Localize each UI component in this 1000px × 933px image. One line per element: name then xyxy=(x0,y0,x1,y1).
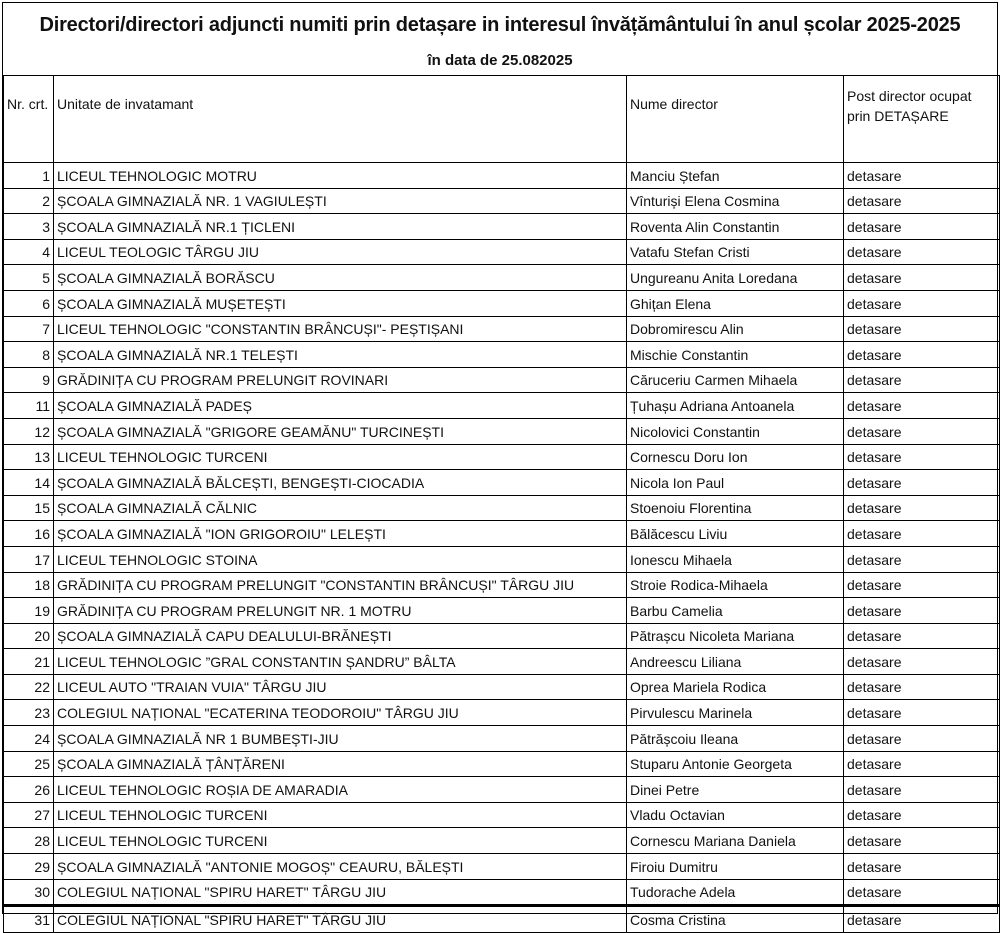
cell-unit: LICEUL TEHNOLOGIC TURCENI xyxy=(54,444,627,470)
cell-unit: ȘCOALA GIMNAZIALĂ MUȘETEȘTI xyxy=(54,290,627,316)
cell-nr: 27 xyxy=(4,802,54,828)
table-row xyxy=(4,444,1000,470)
cell-post: detasare xyxy=(844,214,1000,240)
cell-director: Manciu Ștefan xyxy=(627,163,844,189)
cell-nr: 26 xyxy=(4,777,54,803)
table-row xyxy=(4,906,1000,933)
cell-unit: ȘCOALA GIMNAZIALĂ ȚÂNȚĂRENI xyxy=(54,751,627,777)
header-nr: Nr. crt. xyxy=(4,76,54,163)
table-row xyxy=(4,674,1000,700)
cell-unit: LICEUL TEHNOLOGIC ROȘIA DE AMARADIA xyxy=(54,777,627,803)
cell-director: Roventa Alin Constantin xyxy=(627,214,844,240)
table-row xyxy=(4,239,1000,265)
cell-post: detasare xyxy=(844,265,1000,291)
header-post: Post director ocupat prin DETAȘARE xyxy=(844,76,1000,163)
cell-post: detasare xyxy=(844,367,1000,393)
cell-director: Bălăcescu Liviu xyxy=(627,521,844,547)
cell-unit: ȘCOALA GIMNAZIALĂ "ION GRIGOROIU" LELEȘTI xyxy=(54,521,627,547)
cell-post: detasare xyxy=(844,623,1000,649)
cell-post: detasare xyxy=(844,163,1000,189)
cell-unit: GRĂDINIȚA CU PROGRAM PRELUNGIT ROVINARI xyxy=(54,367,627,393)
cell-director: Oprea Mariela Rodica xyxy=(627,674,844,700)
cell-director: Stroie Rodica-Mihaela xyxy=(627,572,844,598)
document-title: Directori/directori adjuncti numiti prin detașare in interesul învățământului în anul școlar 2025-2025 xyxy=(39,14,961,36)
cell-director: Ghițan Elena xyxy=(627,290,844,316)
cell-director: Vatafu Stefan Cristi xyxy=(627,239,844,265)
table-row xyxy=(4,521,1000,547)
cell-unit: LICEUL TEHNOLOGIC STOINA xyxy=(54,546,627,572)
cell-director: Stuparu Antonie Georgeta xyxy=(627,751,844,777)
cell-director: Dobromirescu Alin xyxy=(627,316,844,342)
cell-director: Dinei Petre xyxy=(627,777,844,803)
cell-nr: 29 xyxy=(4,854,54,880)
cell-post: detasare xyxy=(844,906,1000,933)
cell-post: detasare xyxy=(844,418,1000,444)
table-row xyxy=(4,623,1000,649)
cell-nr: 13 xyxy=(4,444,54,470)
cell-unit: ȘCOALA GIMNAZIALĂ NR.1 TELEȘTI xyxy=(54,342,627,368)
table-row xyxy=(4,470,1000,496)
cell-director: Vladu Octavian xyxy=(627,802,844,828)
cell-nr: 20 xyxy=(4,623,54,649)
cell-post: detasare xyxy=(844,726,1000,752)
cell-unit: ȘCOALA GIMNAZIALĂ NR 1 BUMBEȘTI-JIU xyxy=(54,726,627,752)
table-row xyxy=(4,828,1000,854)
cell-director: Stoenoiu Florentina xyxy=(627,495,844,521)
cell-nr: 19 xyxy=(4,598,54,624)
table-row xyxy=(4,495,1000,521)
table-row xyxy=(4,777,1000,803)
table-row xyxy=(4,726,1000,752)
cell-post: detasare xyxy=(844,802,1000,828)
cell-director: Țuhașu Adriana Antoanela xyxy=(627,393,844,419)
cell-director: Mischie Constantin xyxy=(627,342,844,368)
cell-unit: LICEUL TEHNOLOGIC TURCENI xyxy=(54,802,627,828)
cell-unit: LICEUL TEOLOGIC TÂRGU JIU xyxy=(54,239,627,265)
cell-post: detasare xyxy=(844,572,1000,598)
cell-unit: ȘCOALA GIMNAZIALĂ NR. 1 VAGIULEȘTI xyxy=(54,188,627,214)
cell-director: Andreescu Liliana xyxy=(627,649,844,675)
cell-unit: COLEGIUL NAȚIONAL "ECATERINA TEODOROIU" TÂRGU JIU xyxy=(54,700,627,726)
cell-unit: ȘCOALA GIMNAZIALĂ PADEȘ xyxy=(54,393,627,419)
cell-nr: 21 xyxy=(4,649,54,675)
cell-post: detasare xyxy=(844,598,1000,624)
cell-nr: 28 xyxy=(4,828,54,854)
cell-nr: 5 xyxy=(4,265,54,291)
cell-nr: 22 xyxy=(4,674,54,700)
table-row xyxy=(4,751,1000,777)
cell-post: detasare xyxy=(844,674,1000,700)
cell-director: Cornescu Mariana Daniela xyxy=(627,828,844,854)
cell-nr: 30 xyxy=(4,879,54,906)
cell-post: detasare xyxy=(844,649,1000,675)
table-row xyxy=(4,418,1000,444)
cell-unit: LICEUL TEHNOLOGIC MOTRU xyxy=(54,163,627,189)
document-subtitle: în data de 25.082025 xyxy=(427,52,573,69)
table-row xyxy=(4,316,1000,342)
cell-unit: LICEUL TEHNOLOGIC "CONSTANTIN BRÂNCUȘI"- PEȘTIȘANI xyxy=(54,316,627,342)
cell-unit: ȘCOALA GIMNAZIALĂ CĂLNIC xyxy=(54,495,627,521)
cell-director: Vînturiși Elena Cosmina xyxy=(627,188,844,214)
table-row xyxy=(4,598,1000,624)
cell-post: detasare xyxy=(844,777,1000,803)
cell-director: Barbu Camelia xyxy=(627,598,844,624)
table-row xyxy=(4,393,1000,419)
cell-post: detasare xyxy=(844,470,1000,496)
cell-post: detasare xyxy=(844,316,1000,342)
cell-nr: 17 xyxy=(4,546,54,572)
table-row xyxy=(4,214,1000,240)
cell-nr: 7 xyxy=(4,316,54,342)
cell-director: Pirvulescu Marinela xyxy=(627,700,844,726)
cell-nr: 6 xyxy=(4,290,54,316)
cell-unit: ȘCOALA GIMNAZIALĂ "GRIGORE GEAMĂNU" TURCINEȘTI xyxy=(54,418,627,444)
cell-post: detasare xyxy=(844,239,1000,265)
cell-nr: 18 xyxy=(4,572,54,598)
cell-director: Cornescu Doru Ion xyxy=(627,444,844,470)
table-row xyxy=(4,188,1000,214)
cell-director: Tudorache Adela xyxy=(627,879,844,906)
table-header-row xyxy=(4,76,1000,163)
cell-nr: 31 xyxy=(4,906,54,933)
cell-director: Nicolovici Constantin xyxy=(627,418,844,444)
table-row xyxy=(4,802,1000,828)
cell-post: detasare xyxy=(844,444,1000,470)
cell-director: Nicola Ion Paul xyxy=(627,470,844,496)
cell-unit: LICEUL TEHNOLOGIC TURCENI xyxy=(54,828,627,854)
cell-post: detasare xyxy=(844,495,1000,521)
cell-unit: GRĂDINIȚA CU PROGRAM PRELUNGIT "CONSTANTIN BRÂNCUȘI" TÂRGU JIU xyxy=(54,572,627,598)
cell-post: detasare xyxy=(844,188,1000,214)
table-row xyxy=(4,649,1000,675)
cell-nr: 3 xyxy=(4,214,54,240)
cell-post: detasare xyxy=(844,393,1000,419)
cell-nr: 4 xyxy=(4,239,54,265)
table-row xyxy=(4,572,1000,598)
cell-post: detasare xyxy=(844,879,1000,906)
directors-table xyxy=(3,75,1000,933)
cell-nr: 12 xyxy=(4,418,54,444)
cell-nr: 9 xyxy=(4,367,54,393)
cell-director: Cosma Cristina xyxy=(627,906,844,933)
cell-post: detasare xyxy=(844,546,1000,572)
table-row xyxy=(4,367,1000,393)
cell-unit: ȘCOALA GIMNAZIALĂ CAPU DEALULUI-BRĂNEȘTI xyxy=(54,623,627,649)
cell-director: Pătrășcoiu Ileana xyxy=(627,726,844,752)
table-row xyxy=(4,342,1000,368)
cell-post: detasare xyxy=(844,342,1000,368)
cell-nr: 2 xyxy=(4,188,54,214)
table-row xyxy=(4,265,1000,291)
cell-post: detasare xyxy=(844,700,1000,726)
cell-post: detasare xyxy=(844,290,1000,316)
header-director: Nume director xyxy=(627,76,844,163)
cell-director: Căruceriu Carmen Mihaela xyxy=(627,367,844,393)
cell-nr: 16 xyxy=(4,521,54,547)
cell-unit: COLEGIUL NAȚIONAL "SPIRU HARET" TÂRGU JIU xyxy=(54,906,627,933)
header-unit: Unitate de invatamant xyxy=(54,76,627,163)
cell-unit: LICEUL TEHNOLOGIC ”GRAL CONSTANTIN ȘANDRU” BÂLTA xyxy=(54,649,627,675)
cell-post: detasare xyxy=(844,854,1000,880)
cell-unit: LICEUL AUTO "TRAIAN VUIA" TÂRGU JIU xyxy=(54,674,627,700)
cell-unit: COLEGIUL NAȚIONAL "SPIRU HARET" TÂRGU JIU xyxy=(54,879,627,906)
cell-nr: 1 xyxy=(4,163,54,189)
table-row xyxy=(4,879,1000,906)
cell-director: Ionescu Mihaela xyxy=(627,546,844,572)
cell-unit: ȘCOALA GIMNAZIALĂ BĂLCEȘTI, BENGEȘTI-CIOCADIA xyxy=(54,470,627,496)
cell-post: detasare xyxy=(844,828,1000,854)
table-row xyxy=(4,546,1000,572)
table-row xyxy=(4,163,1000,189)
cell-unit: ȘCOALA GIMNAZIALĂ BORĂSCU xyxy=(54,265,627,291)
table-row xyxy=(4,700,1000,726)
document-sheet xyxy=(2,2,998,928)
table-row xyxy=(4,290,1000,316)
table-row xyxy=(4,854,1000,880)
cell-post: detasare xyxy=(844,521,1000,547)
cell-unit: ȘCOALA GIMNAZIALĂ NR.1 ȚICLENI xyxy=(54,214,627,240)
cell-post: detasare xyxy=(844,751,1000,777)
cell-nr: 25 xyxy=(4,751,54,777)
cell-nr: 8 xyxy=(4,342,54,368)
cell-nr: 14 xyxy=(4,470,54,496)
cell-director: Firoiu Dumitru xyxy=(627,854,844,880)
cell-nr: 23 xyxy=(4,700,54,726)
cell-nr: 15 xyxy=(4,495,54,521)
cell-director: Pătrașcu Nicoleta Mariana xyxy=(627,623,844,649)
cell-nr: 24 xyxy=(4,726,54,752)
cell-unit: GRĂDINIȚA CU PROGRAM PRELUNGIT NR. 1 MOTRU xyxy=(54,598,627,624)
cell-nr: 11 xyxy=(4,393,54,419)
cell-director: Ungureanu Anita Loredana xyxy=(627,265,844,291)
cell-unit: ȘCOALA GIMNAZIALĂ "ANTONIE MOGOȘ" CEAURU, BĂLEȘTI xyxy=(54,854,627,880)
